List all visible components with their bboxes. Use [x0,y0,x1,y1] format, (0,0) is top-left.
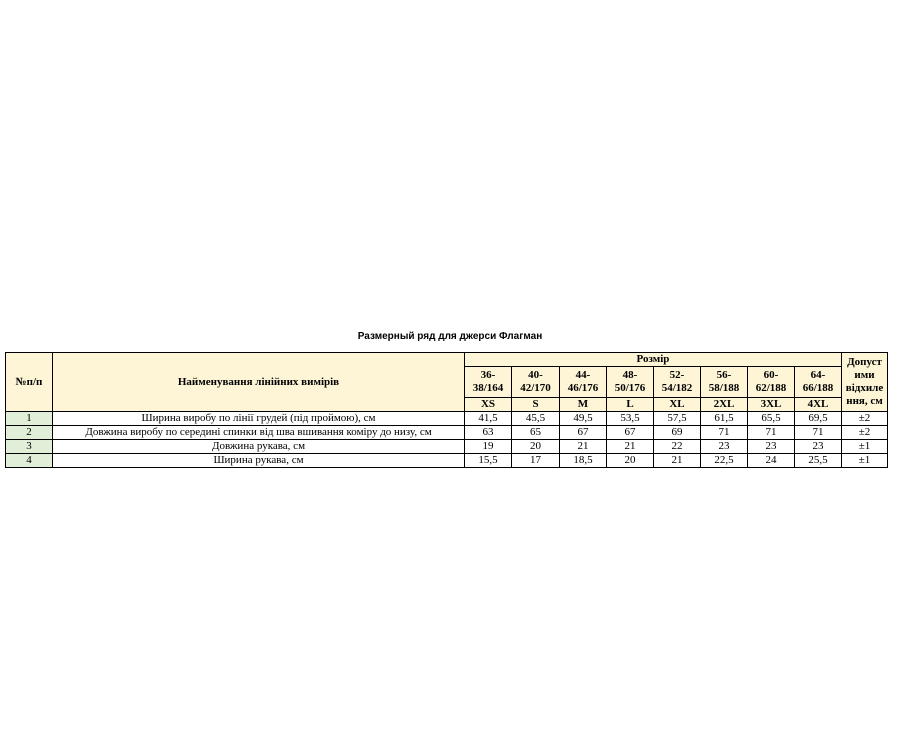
cell-value: 21 [560,440,607,454]
cell-value: 61,5 [701,412,748,426]
cell-value: 25,5 [795,454,842,468]
cell-tolerance: ±1 [842,454,888,468]
size-range: 48- 50/176 [607,367,654,398]
cell-value: 23 [701,440,748,454]
cell-value: 69 [654,426,701,440]
cell-value: 22 [654,440,701,454]
cell-value: 53,5 [607,412,654,426]
row-num: 2 [6,426,53,440]
header-tolerance: Допуст ими відхиле ння, см [842,353,888,412]
size-range: 60- 62/188 [748,367,795,398]
cell-value: 63 [465,426,512,440]
row-name: Довжина рукава, см [53,440,465,454]
table-row [6,412,888,426]
size-code: XS [465,398,512,412]
size-range: 40- 42/170 [512,367,560,398]
row-num: 3 [6,440,53,454]
size-code: 4XL [795,398,842,412]
cell-value: 21 [654,454,701,468]
size-range: 56- 58/188 [701,367,748,398]
cell-value: 65 [512,426,560,440]
cell-tolerance: ±2 [842,412,888,426]
size-range: 64- 66/188 [795,367,842,398]
header-size-group: Розмір [465,353,842,367]
row-num: 4 [6,454,53,468]
page-title: Размерный ряд для джерси Флагман [357,331,543,342]
cell-value: 22,5 [701,454,748,468]
size-code: L [607,398,654,412]
cell-value: 49,5 [560,412,607,426]
size-range: 44- 46/176 [560,367,607,398]
cell-value: 21 [607,440,654,454]
cell-value: 17 [512,454,560,468]
cell-value: 69,5 [795,412,842,426]
cell-value: 20 [607,454,654,468]
size-code: M [560,398,607,412]
cell-value: 19 [465,440,512,454]
cell-value: 23 [748,440,795,454]
table-row [6,454,888,468]
table-row [6,440,888,454]
cell-value: 67 [607,426,654,440]
cell-value: 71 [701,426,748,440]
size-code: 2XL [701,398,748,412]
cell-value: 65,5 [748,412,795,426]
cell-value: 23 [795,440,842,454]
cell-value: 20 [512,440,560,454]
row-name: Довжина виробу по середині спинки від шва вшивання коміру до низу, см [53,426,465,440]
cell-value: 57,5 [654,412,701,426]
cell-value: 41,5 [465,412,512,426]
cell-tolerance: ±2 [842,426,888,440]
size-range: 52- 54/182 [654,367,701,398]
size-range: 36- 38/164 [465,367,512,398]
cell-value: 71 [795,426,842,440]
size-chart-table [5,352,888,468]
row-num: 1 [6,412,53,426]
row-name: Ширина виробу по лінії грудей (під проймою), см [53,412,465,426]
row-name: Ширина рукава, см [53,454,465,468]
cell-value: 67 [560,426,607,440]
cell-value: 45,5 [512,412,560,426]
cell-value: 18,5 [560,454,607,468]
size-code: S [512,398,560,412]
header-num: №п/п [6,353,53,412]
size-code: 3XL [748,398,795,412]
header-name: Найменування лінійних вимірів [53,353,465,412]
table-row [6,426,888,440]
cell-tolerance: ±1 [842,440,888,454]
cell-value: 15,5 [465,454,512,468]
cell-value: 71 [748,426,795,440]
cell-value: 24 [748,454,795,468]
size-code: XL [654,398,701,412]
